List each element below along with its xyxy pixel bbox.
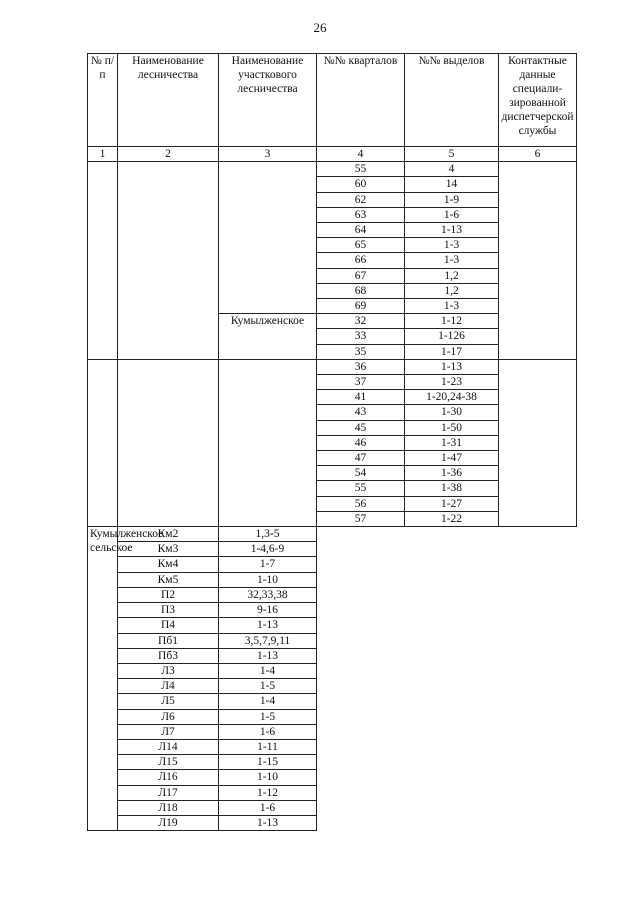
column-number: 1: [88, 147, 118, 162]
table-row: [88, 527, 577, 542]
plots-cell: 1-36: [405, 466, 499, 481]
table-row: [88, 755, 577, 770]
table-row: [88, 694, 577, 709]
plots-cell: 1-23: [405, 375, 499, 390]
quarter-cell: 47: [317, 451, 405, 466]
plots-cell: 1-38: [405, 481, 499, 496]
quarter-cell: 45: [317, 420, 405, 435]
table-row: [88, 785, 577, 800]
quarter-cell: 35: [317, 344, 405, 359]
quarter-cell: 60: [317, 177, 405, 192]
contact-cell: [499, 359, 577, 526]
table-row: [88, 648, 577, 663]
forestry-cell: [118, 359, 219, 526]
plots-cell: 1-3: [405, 299, 499, 314]
column-number-row: [88, 147, 577, 162]
quarter-cell: 68: [317, 283, 405, 298]
quarter-cell: 37: [317, 375, 405, 390]
header-contacts: Контактные данные специали-зированной диспетчерской службы: [499, 54, 577, 147]
plots-cell: 1-12: [219, 785, 317, 800]
plots-cell: 1-47: [405, 451, 499, 466]
column-number: 2: [118, 147, 219, 162]
quarter-cell: Пб3: [118, 648, 219, 663]
header-npp: № п/п: [88, 54, 118, 147]
plots-cell: 1-27: [405, 496, 499, 511]
quarter-cell: Л4: [118, 679, 219, 694]
table-row: [88, 542, 577, 557]
plots-cell: 9-16: [219, 603, 317, 618]
plots-cell: 1-13: [219, 815, 317, 830]
quarter-cell: 66: [317, 253, 405, 268]
plots-cell: 1-3: [405, 238, 499, 253]
table-row: [88, 618, 577, 633]
quarter-cell: Л14: [118, 739, 219, 754]
plots-cell: 1-5: [219, 679, 317, 694]
quarter-cell: Км3: [118, 542, 219, 557]
quarter-cell: П4: [118, 618, 219, 633]
plots-cell: 1-4,6-9: [219, 542, 317, 557]
quarter-cell: 67: [317, 268, 405, 283]
plots-cell: 1-31: [405, 435, 499, 450]
plots-cell: 1,2: [405, 268, 499, 283]
plots-cell: 1-126: [405, 329, 499, 344]
header-district-forestry: Наименование участкового лесничества: [219, 54, 317, 147]
plots-cell: 1,3-5: [219, 527, 317, 542]
quarter-cell: Км4: [118, 557, 219, 572]
quarter-cell: 33: [317, 329, 405, 344]
table-row: [88, 770, 577, 785]
plots-cell: 1-6: [405, 207, 499, 222]
quarter-cell: 46: [317, 435, 405, 450]
plots-cell: 1-4: [219, 663, 317, 678]
contact-cell: [499, 162, 577, 360]
table-row: [88, 663, 577, 678]
plots-cell: 1-12: [405, 314, 499, 329]
plots-cell: 1-20,24-38: [405, 390, 499, 405]
plots-cell: 1-50: [405, 420, 499, 435]
plots-cell: 1-10: [219, 572, 317, 587]
table-row: [88, 633, 577, 648]
quarter-cell: 64: [317, 223, 405, 238]
plots-cell: 1-10: [219, 770, 317, 785]
table-section-3: [88, 527, 577, 831]
quarter-cell: Л15: [118, 755, 219, 770]
plots-cell: 1-22: [405, 511, 499, 526]
plots-cell: 1,2: [405, 283, 499, 298]
page-number: 26: [313, 20, 327, 35]
table-section-1: [88, 162, 577, 360]
plots-cell: 1-13: [219, 648, 317, 663]
table-row: [88, 572, 577, 587]
npp-cell: [88, 162, 118, 360]
table-row: [88, 679, 577, 694]
forestry-table: [87, 53, 577, 831]
quarter-cell: Л17: [118, 785, 219, 800]
quarter-cell: Км2: [118, 527, 219, 542]
district-cell: Кумылженское: [219, 314, 317, 360]
plots-cell: 32,33,38: [219, 587, 317, 602]
plots-cell: 1-4: [219, 694, 317, 709]
header-quarters: №№ кварталов: [317, 54, 405, 147]
plots-cell: 1-9: [405, 192, 499, 207]
quarter-cell: 63: [317, 207, 405, 222]
plots-cell: 3,5,7,9,11: [219, 633, 317, 648]
plots-cell: 1-3: [405, 253, 499, 268]
quarter-cell: П3: [118, 603, 219, 618]
quarter-cell: Л7: [118, 724, 219, 739]
table-header-row: [88, 54, 577, 147]
quarter-cell: Пб1: [118, 633, 219, 648]
column-number: 5: [405, 147, 499, 162]
column-number: 4: [317, 147, 405, 162]
table-row: [88, 800, 577, 815]
plots-cell: 1-11: [219, 739, 317, 754]
quarter-cell: 62: [317, 192, 405, 207]
plots-cell: 4: [405, 162, 499, 177]
table-row: [88, 724, 577, 739]
table-row: [88, 587, 577, 602]
quarter-cell: 69: [317, 299, 405, 314]
npp-cell: [88, 359, 118, 526]
forestry-cell: [118, 162, 219, 360]
table-section-2: [88, 359, 577, 526]
table-row: [88, 815, 577, 830]
plots-cell: 14: [405, 177, 499, 192]
quarter-cell: Л5: [118, 694, 219, 709]
plots-cell: 1-13: [405, 223, 499, 238]
table-row: [88, 603, 577, 618]
table-row: [88, 359, 577, 374]
district-cell: [219, 359, 317, 526]
plots-cell: 1-6: [219, 800, 317, 815]
quarter-cell: Л6: [118, 709, 219, 724]
quarter-cell: Л3: [118, 663, 219, 678]
plots-cell: 1-6: [219, 724, 317, 739]
plots-cell: 1-17: [405, 344, 499, 359]
table-row: [88, 709, 577, 724]
table-row: [88, 162, 577, 177]
header-forestry: Наименование лесничества: [118, 54, 219, 147]
plots-cell: 1-7: [219, 557, 317, 572]
district-cell: [219, 162, 317, 314]
quarter-cell: Л18: [118, 800, 219, 815]
quarter-cell: 54: [317, 466, 405, 481]
quarter-cell: 36: [317, 359, 405, 374]
quarter-cell: Км5: [118, 572, 219, 587]
quarter-cell: 65: [317, 238, 405, 253]
table-row: [88, 557, 577, 572]
quarter-cell: 41: [317, 390, 405, 405]
quarter-cell: 32: [317, 314, 405, 329]
column-number: 6: [499, 147, 577, 162]
plots-cell: 1-13: [405, 359, 499, 374]
plots-cell: 1-13: [219, 618, 317, 633]
table-row: [88, 739, 577, 754]
quarter-cell: Л19: [118, 815, 219, 830]
quarter-cell: 43: [317, 405, 405, 420]
quarter-cell: 55: [317, 481, 405, 496]
quarter-cell: П2: [118, 587, 219, 602]
quarter-cell: Л16: [118, 770, 219, 785]
quarter-cell: 55: [317, 162, 405, 177]
column-number: 3: [219, 147, 317, 162]
plots-cell: 1-5: [219, 709, 317, 724]
quarter-cell: 56: [317, 496, 405, 511]
quarter-cell: 57: [317, 511, 405, 526]
district-cell: Кумылженское сельское: [88, 527, 118, 831]
plots-cell: 1-15: [219, 755, 317, 770]
plots-cell: 1-30: [405, 405, 499, 420]
header-plots: №№ выделов: [405, 54, 499, 147]
